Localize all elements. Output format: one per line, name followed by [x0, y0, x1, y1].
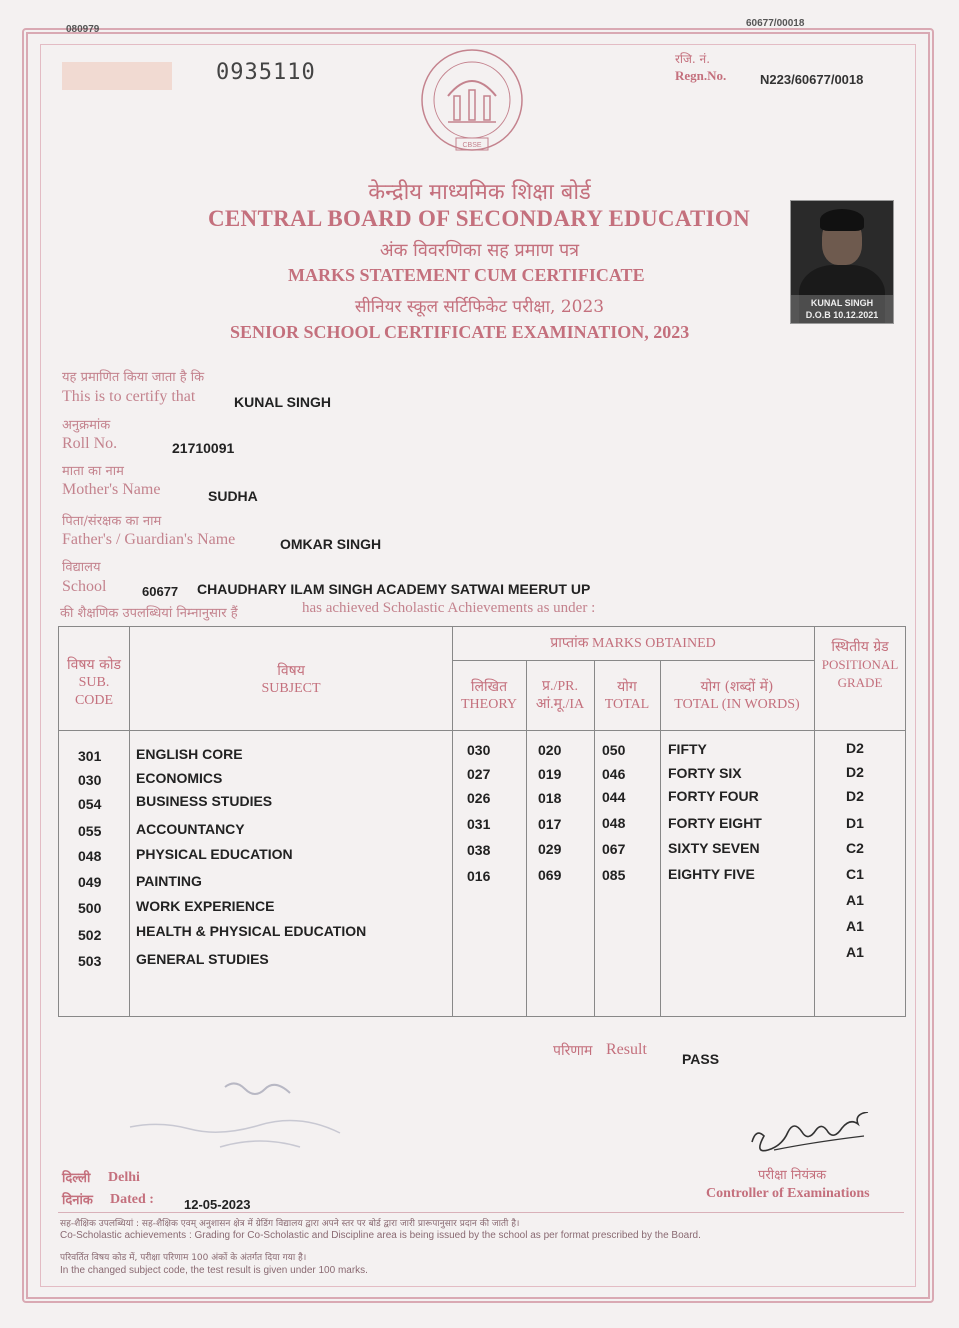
row-words: FORTY EIGHT: [668, 815, 762, 831]
row-code: 503: [78, 953, 102, 969]
father-label-hi: पिता/संरक्षक का नाम: [62, 514, 162, 529]
row-subject: ECONOMICS: [136, 770, 223, 786]
logo-text: CBSE: [462, 142, 482, 149]
cbse-logo-icon: [418, 46, 526, 162]
footnote-hi-2: परिवर्तित विषय कोड में, परीक्षा परिणाम 100 अंकों के अंतर्गत दिया गया है।: [60, 1253, 307, 1263]
row-pr: 017: [538, 816, 562, 832]
row-theory: 027: [467, 766, 491, 782]
row-code: 049: [78, 874, 102, 890]
row-words: FORTY FOUR: [668, 788, 759, 804]
exam-name: SENIOR SCHOOL CERTIFICATE EXAMINATION, 2023: [230, 322, 690, 342]
row-words: SIXTY SEVEN: [668, 840, 760, 856]
footer-divider: [58, 1212, 904, 1213]
roll-number: 21710091: [172, 440, 235, 456]
roll-label-hi: अनुक्रमांक: [62, 418, 111, 433]
header-grade-1: POSITIONAL: [821, 657, 899, 672]
row-theory: 026: [467, 790, 491, 806]
controller-signature-icon: [744, 1112, 874, 1162]
row-pr: 069: [538, 867, 562, 883]
achieved-label: has achieved Scholastic Achievements as under :: [302, 600, 596, 616]
regn-label-hi: रजि. नं.: [675, 52, 711, 66]
row-total: 048: [602, 815, 626, 831]
mother-label-hi: माता का नाम: [62, 464, 124, 479]
cert-type: MARKS STATEMENT CUM CERTIFICATE: [288, 265, 645, 285]
header-theory: THEORY: [461, 697, 517, 712]
result-label: Result: [606, 1041, 647, 1058]
header-ia: आं.मू./IA: [535, 697, 585, 712]
certificate-number: 0935110: [216, 60, 316, 85]
row-code: 055: [78, 823, 102, 839]
row-pr: 019: [538, 766, 562, 782]
header-marks: MARKS OBTAINED: [592, 636, 716, 651]
header-total-hi: योग: [617, 679, 637, 695]
controller-title: Controller of Examinations: [706, 1186, 870, 1201]
father-label: Father's / Guardian's Name: [62, 531, 236, 548]
row-total: 085: [602, 867, 626, 883]
row-words: FORTY SIX: [668, 765, 742, 781]
header-marks-hi: प्राप्तांक: [550, 635, 589, 651]
row-grade: D1: [846, 815, 864, 831]
issue-date: 12-05-2023: [184, 1197, 251, 1212]
dated-label-hi: दिनांक: [62, 1193, 93, 1208]
row-theory: 031: [467, 816, 491, 832]
header-theory-hi: लिखित: [470, 679, 508, 695]
header-total: TOTAL: [604, 697, 650, 712]
header-subject: SUBJECT: [261, 681, 321, 696]
row-code: 500: [78, 900, 102, 916]
row-theory: 030: [467, 742, 491, 758]
regn-number: N223/60677/0018: [760, 72, 864, 87]
security-hologram: [62, 62, 172, 90]
header-grade-hi: स्थितीय ग्रेड: [831, 639, 889, 655]
header-code-2: CODE: [74, 693, 114, 708]
school-code: 60677: [142, 584, 179, 599]
result-label-hi: परिणाम: [553, 1043, 593, 1059]
row-grade: C1: [846, 866, 864, 882]
row-code: 048: [78, 848, 102, 864]
board-name-hi: केन्द्रीय माध्यमिक शिक्षा बोर्ड: [368, 180, 591, 205]
row-code: 502: [78, 927, 102, 943]
row-words: EIGHTY FIVE: [668, 866, 755, 882]
header-words-hi: योग (शब्दों में): [700, 679, 774, 695]
school-name: CHAUDHARY ILAM SINGH ACADEMY SATWAI MEERUT UP: [197, 581, 591, 597]
achieved-label-hi: की शैक्षणिक उपलब्धियां निम्नानुसार हैं: [60, 606, 238, 621]
photo-caption-name: KUNAL SINGH: [810, 298, 874, 308]
row-grade: A1: [846, 944, 864, 960]
faint-stamp-icon: [120, 1075, 420, 1165]
header-words: TOTAL (IN WORDS): [674, 697, 800, 712]
footnote-hi-1: सह-शैक्षिक उपलब्धियां : सह-शैक्षिक एवम् अनुशासन क्षेत्र में ग्रेडिंग विद्यालय द्वारा अपने स्तर पर बोर्ड द्वारा जारी प्रारूपानुसार प्रदान की जाती है।: [60, 1219, 520, 1229]
board-name: CENTRAL BOARD OF SECONDARY EDUCATION: [208, 206, 751, 231]
photo-caption-dob: D.O.B 10.12.2021: [805, 310, 879, 320]
row-code: 301: [78, 748, 102, 764]
result-value: PASS: [682, 1051, 720, 1067]
mother-name: SUDHA: [208, 488, 258, 504]
mother-label: Mother's Name: [62, 481, 161, 498]
dated-label: Dated :: [110, 1192, 154, 1207]
row-grade: D2: [846, 788, 864, 804]
header-pr: प्र./PR.: [542, 679, 578, 694]
row-pr: 018: [538, 790, 562, 806]
header-code-hi: विषय कोड: [67, 657, 121, 673]
header-grade-2: GRADE: [837, 675, 883, 690]
row-grade: A1: [846, 892, 864, 908]
header-subject-hi: विषय: [277, 663, 305, 679]
exam-name-hi: सीनियर स्कूल सर्टिफिकेट परीक्षा, 2023: [354, 297, 605, 317]
row-grade: D2: [846, 764, 864, 780]
serial-right: 60677/00018: [746, 18, 805, 29]
regn-label: Regn.No.: [675, 68, 727, 83]
row-total: 044: [602, 789, 626, 805]
row-subject: WORK EXPERIENCE: [136, 898, 275, 914]
header-code-1: SUB.: [78, 675, 110, 690]
place-hi: दिल्ली: [62, 1171, 91, 1186]
row-theory: 016: [467, 868, 491, 884]
serial-left: 080979: [66, 24, 100, 35]
row-code: 054: [78, 796, 102, 812]
row-grade: A1: [846, 918, 864, 934]
student-photo: [790, 200, 894, 324]
controller-hi: परीक्षा नियंत्रक: [758, 1168, 827, 1183]
row-subject: PAINTING: [136, 873, 202, 889]
row-subject: ENGLISH CORE: [136, 746, 243, 762]
row-words: FIFTY: [668, 741, 707, 757]
row-subject: BUSINESS STUDIES: [136, 793, 273, 809]
row-pr: 020: [538, 742, 562, 758]
row-subject: GENERAL STUDIES: [136, 951, 269, 967]
row-code: 030: [78, 772, 102, 788]
footnote-en-1: Co-Scholastic achievements : Grading for Co-Scholastic and Discipline area is being issued by the school as per format prescribed by the Board.: [60, 1230, 701, 1241]
row-total: 046: [602, 766, 626, 782]
school-label: School: [62, 578, 107, 595]
row-theory: 038: [467, 842, 491, 858]
roll-label: Roll No.: [62, 435, 118, 452]
cert-type-hi: अंक विवरणिका सह प्रमाण पत्र: [379, 240, 580, 261]
certify-label: This is to certify that: [62, 388, 196, 405]
row-total: 050: [602, 742, 626, 758]
certify-label-hi: यह प्रमाणित किया जाता है कि: [62, 370, 205, 385]
place: Delhi: [108, 1170, 140, 1185]
row-grade: D2: [846, 740, 864, 756]
row-subject: PHYSICAL EDUCATION: [136, 846, 293, 862]
row-subject: ACCOUNTANCY: [136, 821, 245, 837]
student-name: KUNAL SINGH: [234, 394, 331, 410]
school-label-hi: विद्यालय: [62, 560, 101, 575]
row-grade: C2: [846, 840, 864, 856]
father-name: OMKAR SINGH: [280, 536, 382, 552]
footnote-en-2: In the changed subject code, the test result is given under 100 marks.: [60, 1265, 368, 1276]
row-subject: HEALTH & PHYSICAL EDUCATION: [136, 923, 367, 939]
row-total: 067: [602, 841, 626, 857]
row-pr: 029: [538, 841, 562, 857]
